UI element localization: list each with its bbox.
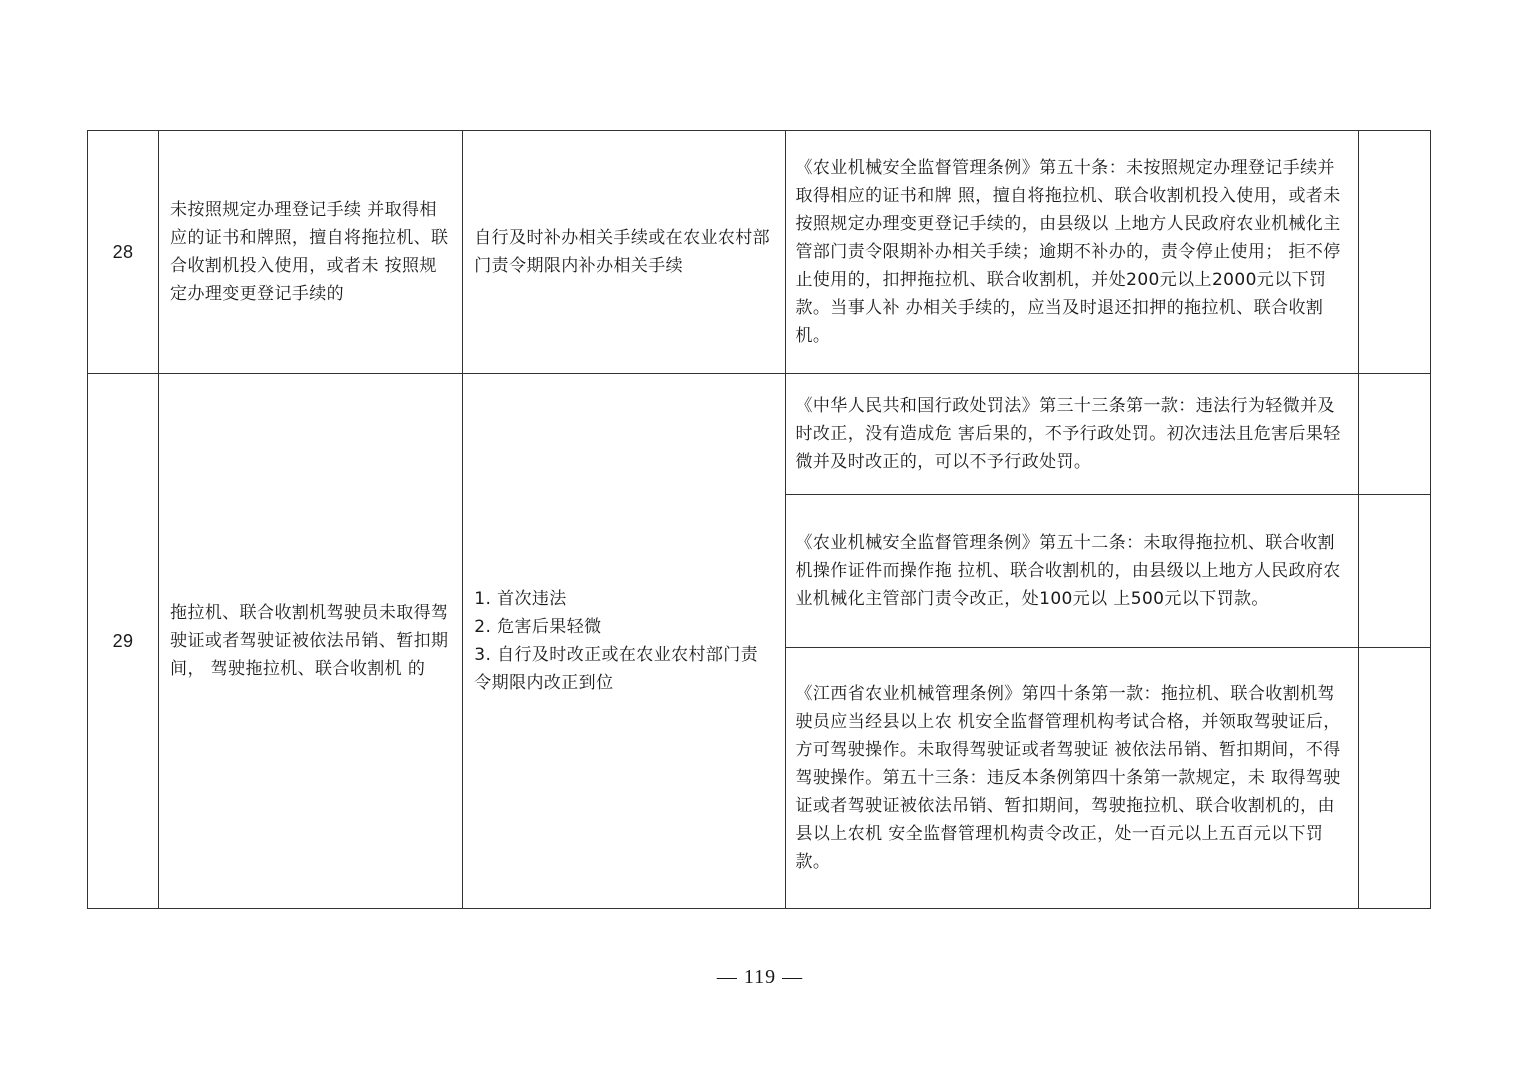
table-row	[88, 374, 1431, 495]
regulation-table	[87, 130, 1431, 909]
legal-basis-cell: 《农业机械安全监督管理条例》第五十二条：未取得拖拉机、联合收割机操作证件而操作拖 拉机、联合收割机的，由县级以上地方人民政府农业机械化主管部门责令改正，处100元以 上500元以下罚款。	[785, 495, 1358, 648]
row-number: 29	[88, 374, 159, 909]
condition-cell: 自行及时补办相关手续或在农业农村部门责令期限内补办相关手续	[463, 131, 785, 374]
table-row	[88, 131, 1431, 374]
note-cell	[1358, 495, 1430, 648]
page-number: — 119 —	[716, 966, 804, 988]
condition-list	[474, 585, 774, 697]
row-number: 28	[88, 131, 159, 374]
violation-cell: 未按照规定办理登记手续 并取得相应的证书和牌照，擅自将拖拉机、联合收割机投入使用，或者未 按照规定办理变更登记手续的	[159, 131, 463, 374]
legal-basis-cell: 《农业机械安全监督管理条例》第五十条：未按照规定办理登记手续并取得相应的证书和牌 照，擅自将拖拉机、联合收割机投入使用，或者未按照规定办理变更登记手续的，由县级以 上地方人民政府农业机械化主管部门责令限期补办相关手续；逾期不补办的，责令停止使用； 拒不停止使用的，扣押拖拉机、联合收割机，并处200元以上2000元以下罚款。当事人补 办相关手续的，应当及时退还扣押的拖拉机、联合收割机。	[785, 131, 1358, 374]
legal-basis-cell: 《江西省农业机械管理条例》第四十条第一款：拖拉机、联合收割机驾驶员应当经县以上农 机安全监督管理机构考试合格，并领取驾驶证后，方可驾驶操作。未取得驾驶证或者驾驶证 被依法吊销、暂扣期间，不得驾驶操作。第五十三条：违反本条例第四十条第一款规定，未 取得驾驶证或者驾驶证被依法吊销、暂扣期间，驾驶拖拉机、联合收割机的，由县以上农机 安全监督管理机构责令改正，处一百元以上五百元以下罚款。	[785, 648, 1358, 909]
condition-item: 3. 自行及时改正或在农业农村部门责令期限内改正到位	[474, 645, 759, 693]
violation-cell: 拖拉机、联合收割机驾驶员未取得驾驶证或者驾驶证被依法吊销、暂扣期间， 驾驶拖拉机、联合收割机 的	[159, 374, 463, 909]
note-cell	[1358, 131, 1430, 374]
note-cell	[1358, 374, 1430, 495]
condition-cell	[463, 374, 785, 909]
condition-item: 2. 危害后果轻微	[474, 617, 602, 637]
condition-item: 1. 首次违法	[474, 589, 567, 609]
note-cell	[1358, 648, 1430, 909]
legal-basis-cell: 《中华人民共和国行政处罚法》第三十三条第一款：违法行为轻微并及时改正，没有造成危 害后果的，不予行政处罚。初次违法且危害后果轻微并及时改正的，可以不予行政处罚。	[785, 374, 1358, 495]
